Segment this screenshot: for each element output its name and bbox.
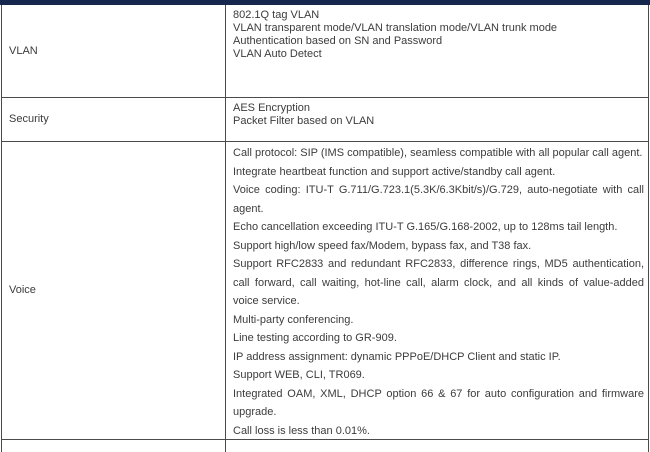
spec-line: 802.1Q tag VLAN — [233, 9, 320, 21]
spec-line: AES Encryption — [233, 102, 311, 114]
spec-line: Call protocol: SIP (IMS compatible), seamless compatible with all popular call agent. — [233, 147, 643, 159]
row-label-cell-vlan — [2, 5, 226, 97]
row-label-cell-security — [2, 98, 226, 141]
spec-line: Voice coding: ITU-T G.711/G.723.1(5.3K/6.3Kbit/s)/G.729, auto-negotiate with call agent. — [233, 184, 644, 215]
spec-line: Multi-party conferencing. — [233, 313, 354, 326]
row-value-cell-voice — [226, 142, 648, 439]
spec-line: Packet Filter based on VLAN — [233, 115, 375, 127]
spec-table — [1, 5, 649, 452]
row-label-cell-partial — [2, 440, 226, 452]
spec-line: Authentication based on SN and Password — [233, 35, 443, 47]
spec-line: VLAN transparent mode/VLAN translation mode/VLAN trunk mode — [233, 22, 558, 34]
table-row-partial — [2, 440, 648, 452]
table-row-voice — [2, 142, 648, 440]
spec-line: IP address assignment: dynamic PPPoE/DHCP Client and static IP. — [233, 350, 561, 363]
row-value-cell-vlan — [226, 5, 648, 97]
spec-line: Support WEB, CLI, TR069. — [233, 369, 365, 381]
spec-line: Integrate heartbeat function and support active/standby call agent. — [233, 165, 556, 178]
spec-line: Echo cancellation exceeding ITU-T G.165/G.168-2002, up to 128ms tail length. — [233, 221, 618, 233]
row-label: Voice — [9, 284, 36, 296]
row-value-cell-partial — [226, 440, 648, 452]
row-value-cell-security — [226, 98, 648, 141]
spec-line: Support high/low speed fax/Modem, bypass fax, and T38 fax. — [233, 239, 532, 252]
row-label: VLAN — [9, 44, 38, 57]
spec-line: Support RFC2833 and redundant RFC2833, difference rings, MD5 authentication, call forward, call waiting, hot-line call, alarm clock, and all kinds of value-added voice service. — [233, 258, 644, 307]
row-label: Security — [9, 113, 49, 125]
spec-line: VLAN Auto Detect — [233, 48, 322, 60]
table-row-vlan — [2, 5, 648, 98]
spec-line: Line testing according to GR-909. — [233, 332, 397, 344]
spec-line: Integrated OAM, XML, DHCP option 66 & 67 for auto configuration and firmware upgrade. — [233, 387, 644, 418]
row-label-cell-voice — [2, 142, 226, 439]
table-row-security — [2, 98, 648, 142]
spec-line: Call loss is less than 0.01%. — [233, 424, 370, 437]
